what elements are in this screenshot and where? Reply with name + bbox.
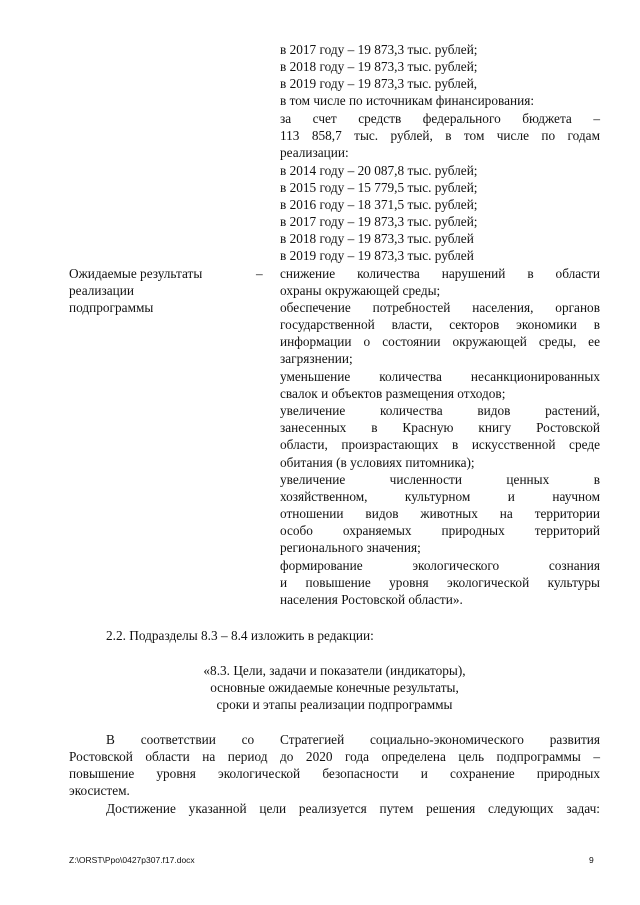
row-label: реализации: [69, 283, 134, 298]
text-line: информации о состоянии окружающей среды, ее: [280, 334, 600, 349]
text-line: загрязнении;: [280, 351, 353, 366]
footer-file-path: Z:\ORST\Ppo\0427p307.f17.docx: [69, 855, 195, 865]
text-line: охраны окружающей среды;: [280, 283, 441, 298]
text-line: хозяйственном, культурном и научном: [280, 489, 600, 504]
text-line: формирование экологического сознания: [280, 558, 600, 573]
heading-line: сроки и этапы реализации подпрограммы: [216, 697, 453, 712]
text-line: обитания (в условиях питомника);: [280, 455, 475, 470]
heading-line: «8.3. Цели, задачи и показатели (индикаторы),: [203, 663, 466, 678]
text-line: отношении видов животных на территории: [280, 506, 600, 521]
text-line: обеспечение потребностей населения, органов: [280, 300, 600, 315]
clause-text: 2.2. Подразделы 8.3 – 8.4 изложить в редакции:: [106, 628, 374, 643]
text-line: регионального значения;: [280, 540, 421, 555]
text-line: области, произрастающих в искусственной среде: [280, 437, 600, 452]
text-line: в 2018 году – 19 873,3 тыс. рублей;: [280, 59, 478, 74]
row-label: подпрограммы: [69, 300, 154, 315]
text-line: в 2015 году – 15 779,5 тыс. рублей;: [280, 180, 478, 195]
text-line: уменьшение количества несанкционированных: [280, 369, 600, 384]
text-line: в 2016 году – 18 371,5 тыс. рублей;: [280, 197, 478, 212]
paragraph-line: повышение уровня экологической безопасности и сохранение природных: [69, 766, 600, 781]
text-line: в 2019 году – 19 873,3 тыс. рублей: [280, 248, 474, 263]
text-line: реализации:: [280, 145, 349, 160]
text-line: свалок и объектов размещения отходов;: [280, 386, 506, 401]
text-line: увеличение численности ценных в: [280, 472, 600, 487]
text-line: снижение количества нарушений в области: [280, 266, 600, 281]
row-label: Ожидаемые результаты: [69, 266, 203, 281]
row-dash: –: [256, 266, 263, 281]
text-line: государственной власти, секторов экономики в: [280, 317, 600, 332]
text-line: в 2014 году – 20 087,8 тыс. рублей;: [280, 163, 478, 178]
heading-line: основные ожидаемые конечные результаты,: [210, 680, 459, 695]
text-line: занесенных в Красную книгу Ростовской: [280, 420, 600, 435]
paragraph-line: экосистем.: [69, 783, 130, 798]
text-line: за счет средств федерального бюджета –: [280, 111, 600, 126]
paragraph-line: Достижение указанной цели реализуется путем решения следующих задач:: [106, 801, 600, 816]
text-line: в 2017 году – 19 873,3 тыс. рублей;: [280, 42, 478, 57]
text-line: увеличение количества видов растений,: [280, 403, 600, 418]
text-line: в 2017 году – 19 873,3 тыс. рублей;: [280, 214, 478, 229]
text-line: 113 858,7 тыс. рублей, в том числе по годам: [280, 128, 600, 143]
paragraph-line: Ростовской области на период до 2020 года определена цель подпрограммы –: [69, 749, 600, 764]
text-line: особо охраняемых природных территорий: [280, 523, 600, 538]
text-line: в том числе по источникам финансирования:: [280, 93, 535, 108]
text-line: населения Ростовской области».: [280, 592, 463, 607]
text-line: в 2019 году – 19 873,3 тыс. рублей,: [280, 76, 478, 91]
page-number: 9: [589, 855, 594, 865]
text-line: и повышение уровня экологической культуры: [280, 575, 600, 590]
paragraph-line: В соответствии со Стратегией социально-экономического развития: [106, 732, 600, 747]
text-line: в 2018 году – 19 873,3 тыс. рублей: [280, 231, 474, 246]
